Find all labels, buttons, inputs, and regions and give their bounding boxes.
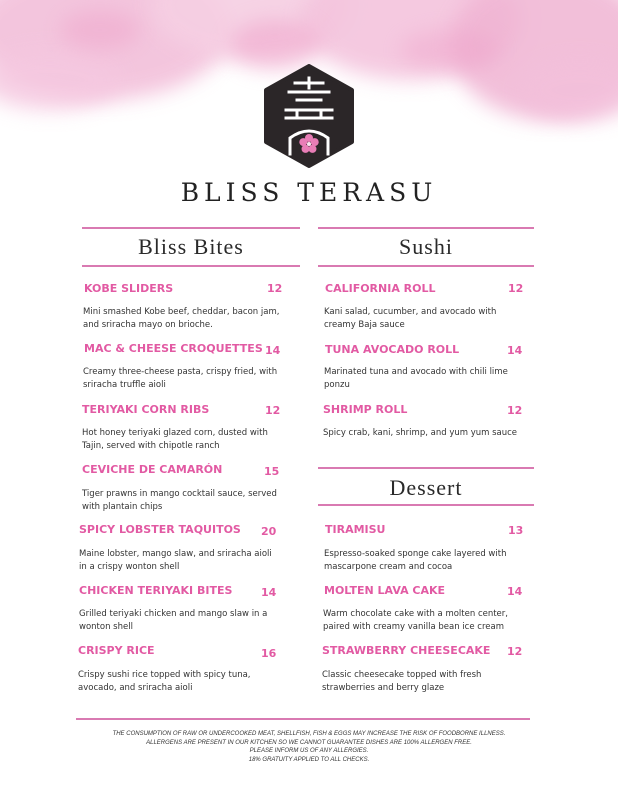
- disclaimer-line: 18% GRATUITY APPLIED TO ALL CHECKS.: [248, 756, 370, 763]
- menu-item-price: 15: [264, 465, 280, 478]
- menu-item-name: CHICKEN TERIYAKI BITES: [79, 584, 233, 597]
- menu-item-description: Tiger prawns in mango cocktail sauce, served with plantain chips: [82, 489, 277, 512]
- restaurant-name: BLISS TERASU: [180, 178, 438, 207]
- menu-item-name: STRAWBERRY CHEESECAKE: [322, 644, 491, 657]
- menu-item-description: Hot honey teriyaki glazed corn, dusted with Tajin, served with chipotle ranch: [82, 428, 268, 451]
- footer-rule: [76, 718, 530, 720]
- menu-item-price: 12: [265, 404, 281, 417]
- menu-item-price: 20: [261, 525, 277, 538]
- disclaimer-line: THE CONSUMPTION OF RAW OR UNDERCOOKED MEAT, SHELLFISH, FISH & EGGS MAY INCREASE THE RISK OF FOODBORNE ILLNESS.: [112, 731, 506, 737]
- menu-item-name: CRISPY RICE: [78, 644, 155, 657]
- menu-item-name: TERIYAKI CORN RIBS: [82, 403, 210, 416]
- menu-item-description: Creamy three-cheese pasta, crispy fried, with sriracha truffle aioli: [83, 367, 278, 390]
- menu-item-price: 16: [261, 647, 277, 660]
- section-title-dessert: Dessert: [389, 475, 463, 500]
- menu-item-price: 12: [507, 404, 523, 417]
- sushi-top-rule: [318, 227, 534, 229]
- disclaimer-line: PLEASE INFORM US OF ANY ALLERGIES.: [249, 748, 369, 754]
- menu-item-price: 14: [265, 344, 281, 357]
- menu-item-name: MAC & CHEESE CROQUETTES: [84, 342, 263, 355]
- menu-item-name: KOBE SLIDERS: [84, 282, 174, 295]
- menu-item-name: TUNA AVOCADO ROLL: [325, 343, 460, 356]
- menu-item-description: Mini smashed Kobe beef, cheddar, bacon jam, and sriracha mayo on brioche.: [83, 307, 280, 330]
- menu-item-description: Spicy crab, kani, shrimp, and yum yum sauce: [323, 428, 518, 438]
- menu-item-description: Grilled teriyaki chicken and mango slaw in a wonton shell: [79, 609, 268, 632]
- menu-item-description: Crispy sushi rice topped with spicy tuna, avocado, and sriracha aioli: [78, 670, 251, 693]
- disclaimer-line: ALLERGENS ARE PRESENT IN OUR KITCHEN SO WE CANNOT GUARANTEE DISHES ARE 100% ALLERGEN FREE.: [146, 739, 472, 746]
- menu-item-price: 12: [267, 282, 283, 295]
- bites-top-rule: [82, 227, 300, 229]
- dessert-top-rule: [318, 467, 534, 469]
- kanji-hexagon-logo: [262, 64, 356, 168]
- sushi-bottom-rule: [318, 265, 534, 267]
- menu-item-description: Classic cheesecake topped with fresh strawberries and berry glaze: [322, 670, 482, 693]
- menu-item-price: 12: [508, 282, 524, 295]
- menu-item-name: SPICY LOBSTER TAQUITOS: [79, 523, 241, 536]
- menu-item-name: SHRIMP ROLL: [323, 403, 408, 416]
- menu-item-name: MOLTEN LAVA CAKE: [324, 584, 446, 597]
- menu-item-price: 14: [261, 586, 277, 599]
- menu-item-description: Warm chocolate cake with a molten center, paired with creamy vanilla bean ice cream: [323, 609, 508, 632]
- menu-item-price: 14: [507, 585, 523, 598]
- menu-item-name: CEVICHE DE CAMARÓN: [82, 463, 223, 476]
- section-title-bites: Bliss Bites: [138, 234, 244, 259]
- menu-item-price: 13: [508, 524, 524, 537]
- allergen-disclaimer: [80, 730, 538, 764]
- section-title-sushi: Sushi: [399, 234, 453, 259]
- dessert-bottom-rule: [318, 504, 534, 506]
- menu-item-description: Maine lobster, mango slaw, and sriracha aioli in a crispy wonton shell: [79, 549, 272, 572]
- menu-item-description: Espresso-soaked sponge cake layered with mascarpone cream and cocoa: [324, 549, 507, 572]
- bites-bottom-rule: [82, 265, 300, 267]
- menu-item-description: Marinated tuna and avocado with chili lime ponzu: [324, 367, 508, 390]
- menu-item-price: 14: [507, 344, 523, 357]
- menu-item-name: TIRAMISU: [325, 523, 386, 536]
- menu-item-description: Kani salad, cucumber, and avocado with creamy Baja sauce: [324, 307, 497, 330]
- menu-item-name: CALIFORNIA ROLL: [325, 282, 436, 295]
- menu-item-price: 12: [507, 645, 523, 658]
